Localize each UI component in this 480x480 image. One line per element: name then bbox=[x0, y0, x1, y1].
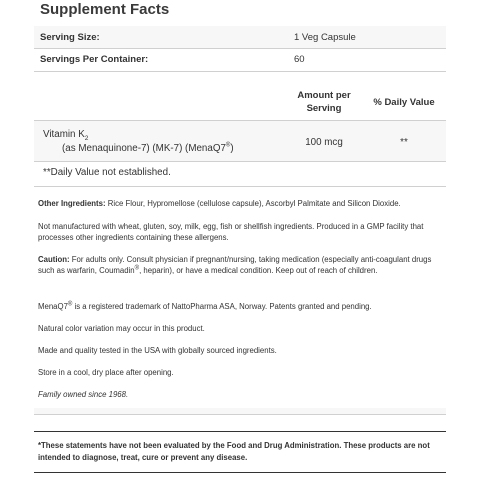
allergen-note: Not manufactured with wheat, gluten, soy, milk, egg, fish or shellfish ingredients. Produced in a GMP facility that processes other ingredients containing these allergens. bbox=[38, 222, 424, 242]
disclaimer-top-rule bbox=[34, 431, 446, 432]
nutrient-daily-value: ** bbox=[400, 137, 408, 148]
daily-value-header: % Daily Value bbox=[373, 97, 435, 108]
trademark-sup: ® bbox=[67, 301, 73, 308]
nutrient-detail-end: ) bbox=[230, 143, 234, 154]
trademark-name: MenaQ7 bbox=[38, 302, 68, 311]
other-ingredients-label: Other Ingredients: bbox=[38, 199, 106, 208]
amount-header-line2: Serving bbox=[306, 103, 342, 114]
trademark-note bbox=[38, 302, 446, 313]
caution-text-2: , heparin), or have a medical condition. Keep out of reach of children. bbox=[139, 265, 378, 275]
disclaimer-bottom-rule bbox=[34, 472, 446, 473]
divider bbox=[34, 414, 446, 415]
amount-header-line1: Amount per bbox=[297, 90, 351, 101]
color-note: Natural color variation may occur in this product. bbox=[38, 324, 205, 333]
caution-sup: ® bbox=[134, 264, 140, 271]
servings-per-container-value: 60 bbox=[294, 54, 305, 65]
divider bbox=[34, 48, 446, 49]
panel-title: Supplement Facts bbox=[40, 1, 170, 18]
quality-note: Made and quality tested in the USA with globally sourced ingredients. bbox=[38, 346, 277, 355]
divider bbox=[34, 161, 446, 162]
caution-text-1: For adults only. Consult physician if pregnant/nursing, taking medication (especially anti-coagulant drugs such as warfarin, Coumadin bbox=[38, 255, 432, 275]
nutrient-detail-sup: ® bbox=[225, 142, 231, 149]
nutrient-name-text: Vitamin K bbox=[43, 129, 85, 140]
serving-size-label: Serving Size: bbox=[40, 32, 100, 43]
other-ingredients bbox=[38, 199, 446, 210]
family-note: Family owned since 1968. bbox=[38, 390, 129, 399]
fda-disclaimer: *These statements have not been evaluated by the Food and Drug Administration. These products are not intended to diagnose, treat, cure or prevent any disease. bbox=[38, 441, 430, 462]
amount-per-serving-header bbox=[284, 89, 364, 115]
other-ingredients-text: Rice Flour, Hypromellose (cellulose capsule), Ascorbyl Palmitate and Silicon Dioxide. bbox=[105, 199, 401, 208]
trademark-text: is a registered trademark of NattoPharma ASA, Norway. Patents granted and pending. bbox=[72, 302, 372, 311]
servings-per-container-label: Servings Per Container: bbox=[40, 54, 149, 65]
nutrient-amount: 100 mcg bbox=[305, 137, 343, 148]
storage-note: Store in a cool, dry place after opening. bbox=[38, 368, 174, 377]
caution-note bbox=[38, 255, 446, 276]
serving-size-value: 1 Veg Capsule bbox=[294, 32, 356, 43]
nutrient-detail-text: (as Menaquinone-7) (MK-7) (MenaQ7 bbox=[62, 143, 226, 154]
divider bbox=[34, 71, 446, 72]
caution-label: Caution: bbox=[38, 255, 70, 264]
nutrient-name-subscript: 2 bbox=[84, 134, 89, 142]
nutrient-detail bbox=[62, 142, 234, 155]
daily-value-footnote: **Daily Value not established. bbox=[43, 167, 171, 178]
nutrient-name bbox=[43, 128, 88, 141]
